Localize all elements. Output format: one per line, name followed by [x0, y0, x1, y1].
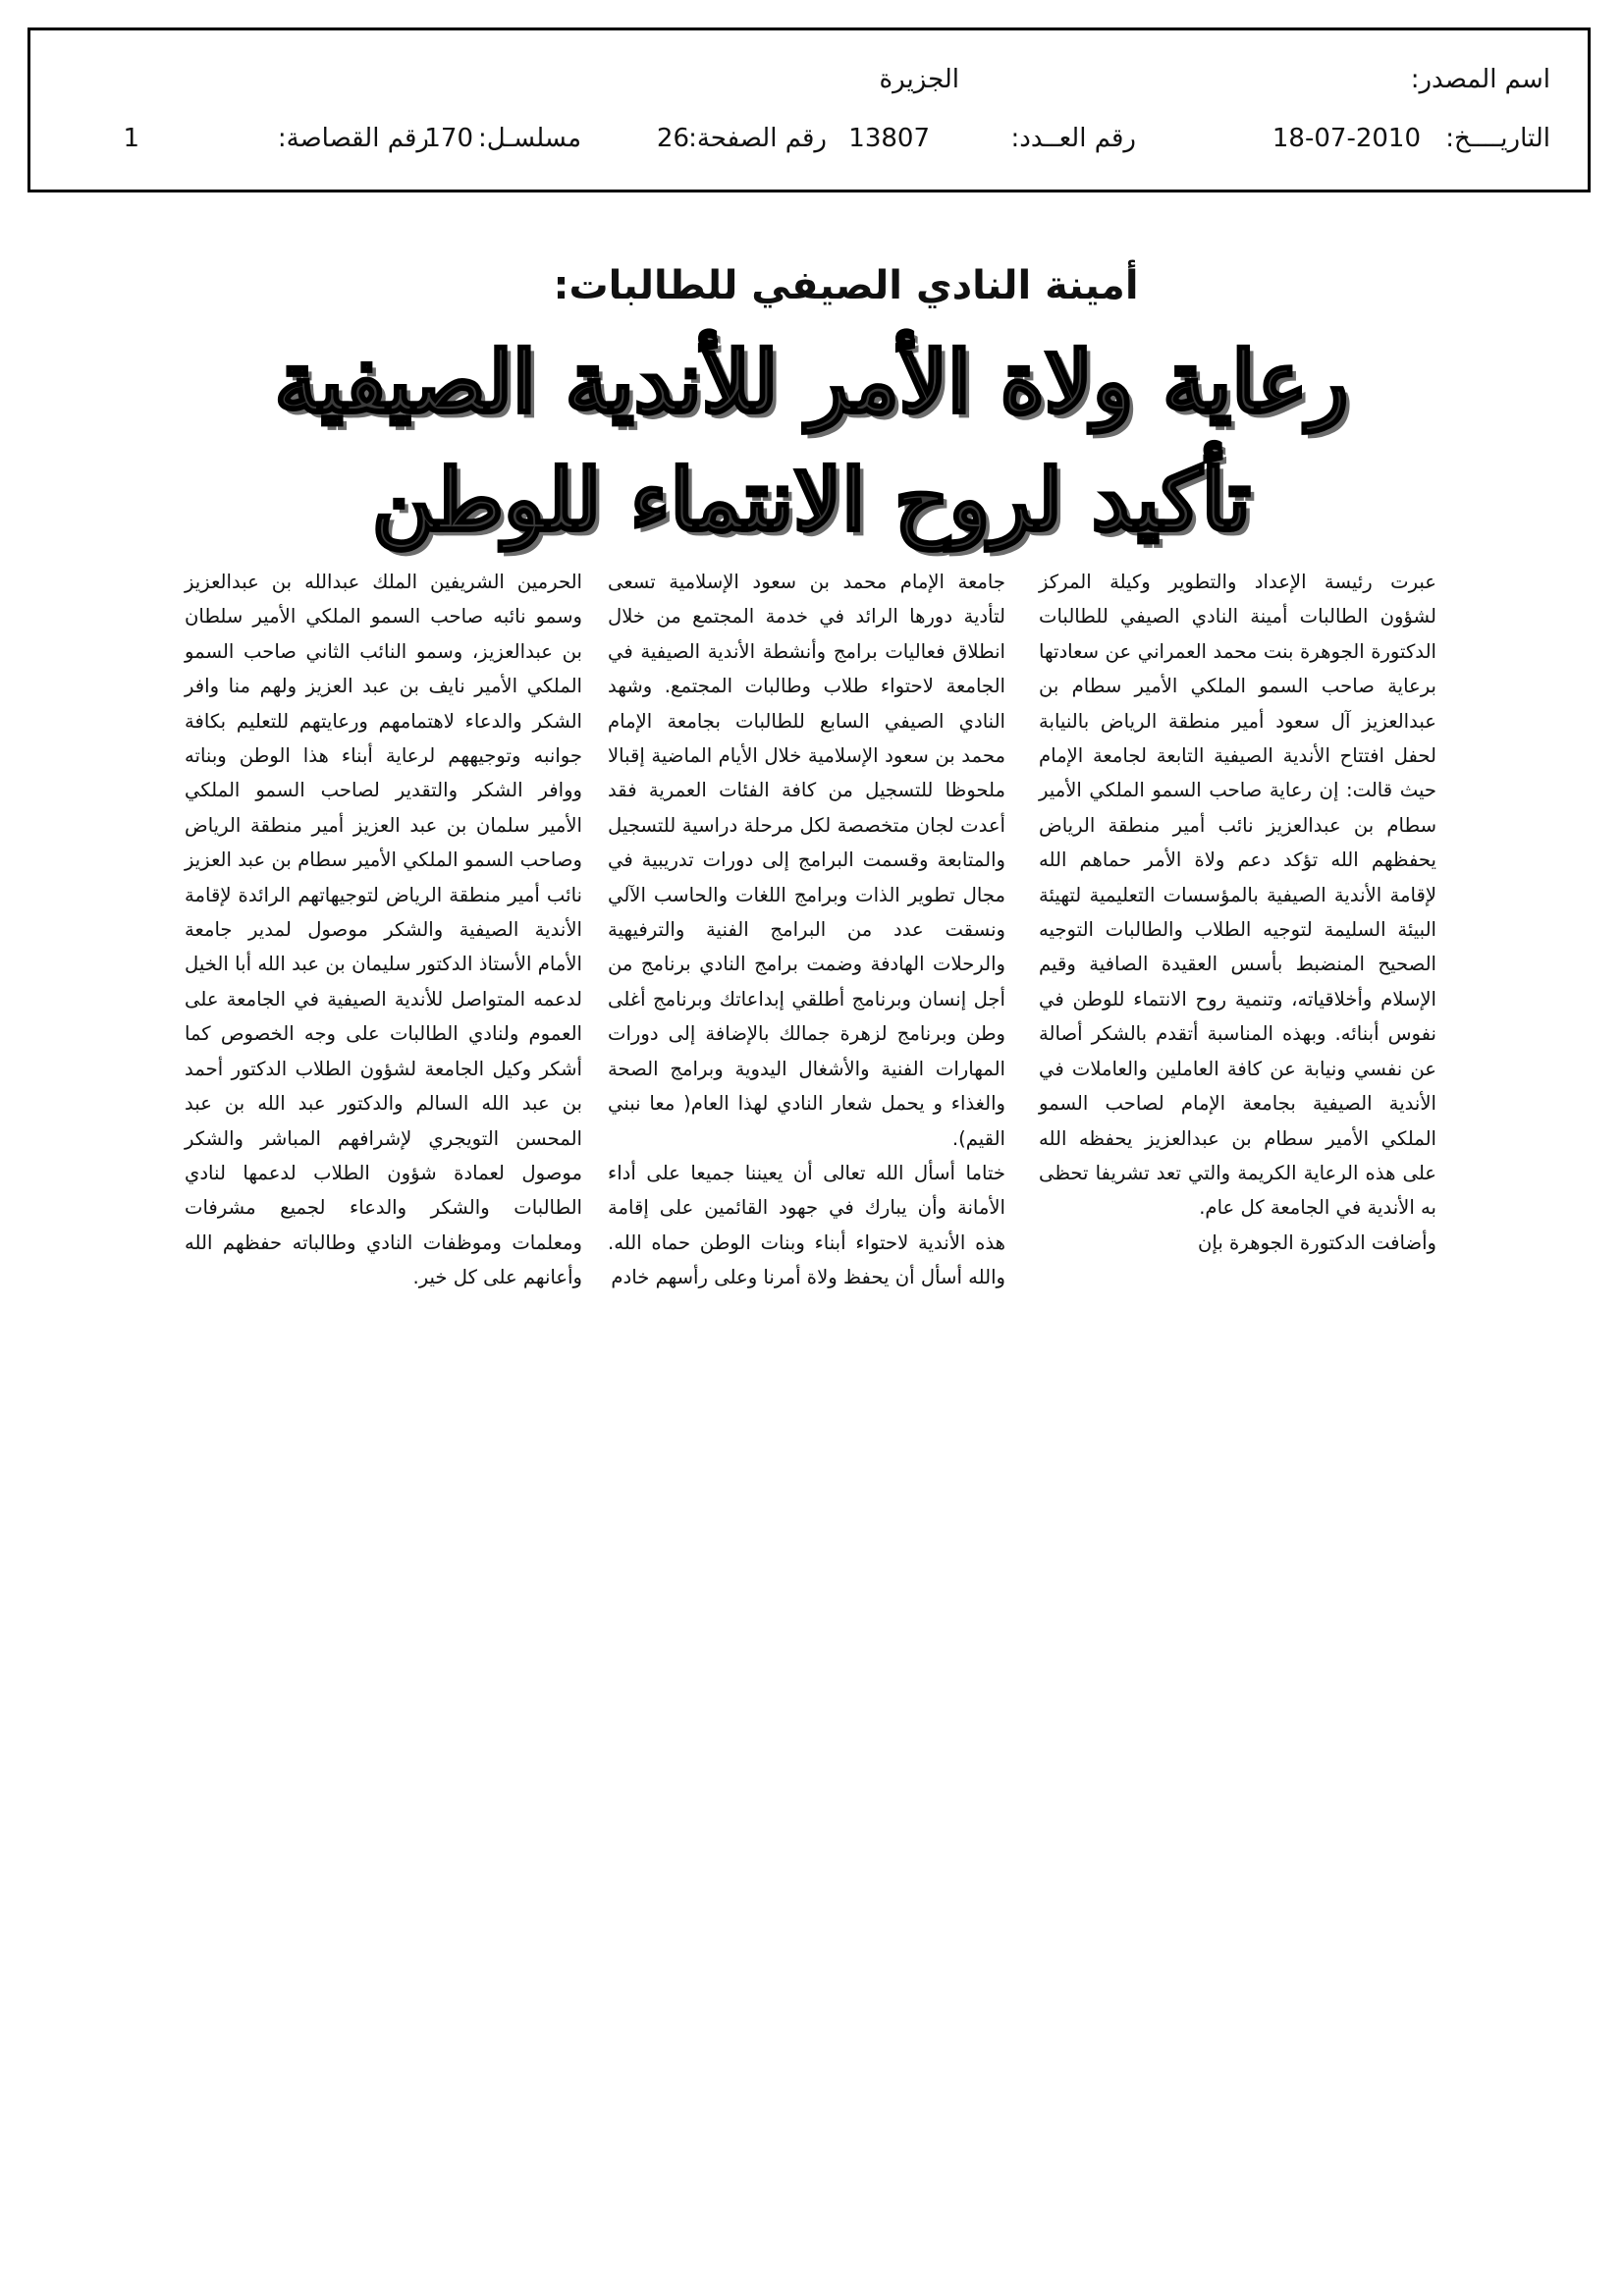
- headline-line-1: رعاية ولاة الأمر للأندية الصيفية: [274, 333, 1349, 432]
- serial-value: 170: [424, 124, 473, 153]
- headline-line-2: تأكيد لروح الانتماء للوطن: [372, 451, 1251, 550]
- article-column-right: [1039, 565, 1436, 1260]
- metadata-row-source: [30, 60, 1588, 99]
- metadata-row-details: [30, 119, 1588, 158]
- document-metadata-box: [27, 27, 1591, 192]
- serial-label: مسلسـل:: [478, 124, 581, 153]
- column-middle-paragraph-1: جامعة الإمام محمد بن سعود الإسلامية تسعى لتأدية دورها الرائد في خدمة المجتمع من خلال انطلاق فعاليات برامج وأنشطة الأندية الصيفية في الجامعة لاحتواء طلاب وطالبات المجتمع. وشهد النادي الصيفي السابع للطالبات بجامعة الإمام محمد بن سعود الإسلامية خلال الأيام الماضية إقبالا ملحوظا للتسجيل من كافة الفئات العمرية فقد أعدت لجان متخصصة لكل مرحلة دراسية للتسجيل والمتابعة وقسمت البرامج إلى دورات تدريبية في مجال تطوير الذات وبرامج اللغات والحاسب الآلي ونسقت عدد من البرامج الفنية والترفيهية والرحلات الهادفة وضمت برامج النادي برنامج من أجل إنسان وبرنامج أطلقي إبداعاتك وبرنامج أغلى وطن وبرنامج لزهرة جمالك بالإضافة إلى دورات المهارات الفنية والأشغال اليدوية وبرامج الصحة والغذاء و يحمل شعار النادي لهذا العام( معا نبني القيم).: [608, 571, 1005, 1150]
- issue-label: رقم العــدد:: [1010, 124, 1136, 153]
- issue-value: 13807: [848, 124, 930, 153]
- date-value: 18-07-2010: [1271, 124, 1421, 153]
- page-label: رقم الصفحة:: [688, 124, 827, 153]
- source-value: الجزيرة: [879, 65, 959, 94]
- column-right-paragraph-2: وأضافت الدكتورة الجوهرة بإن: [1198, 1230, 1436, 1254]
- article-kicker: [0, 263, 1623, 308]
- clip-label: رقم القصاصة:: [277, 124, 429, 153]
- column-left-paragraph-1: الحرمين الشريفين الملك عبدالله بن عبدالعزيز وسمو نائبه صاحب السمو الملكي الأمير سلطان بن عبدالعزيز، وسمو النائب الثاني صاحب السمو الملكي الأمير نايف بن عبد العزيز ولهم منا وافر الشكر والدعاء لاهتمامهم ورعايتهم للتعليم بكافة جوانبه وتوجيههم لرعاية أبناء هذا الوطن وبناته ووافر الشكر والتقدير لصاحب السمو الملكي الأمير سلمان بن عبد العزيز أمير منطقة الرياض وصاحب السمو الملكي الأمير سطام بن عبد العزيز نائب أمير منطقة الرياض لتوجيهاتهم الرائدة لإقامة الأندية الصيفية والشكر موصول لمدير جامعة الأمام الأستاذ الدكتور سليمان بن عبد الله أبا الخيل لدعمه المتواصل للأندية الصيفية في الجامعة على العموم ولنادي الطالبات على وجه الخصوص كما أشكر وكيل الجامعة لشؤون الطلاب الدكتور أحمد بن عبد الله السالم والدكتور عبد الله بن عبد المحسن التويجري لإشرافهم المباشر والشكر موصول لعمادة شؤون الطلاب لدعمها لنادي الطالبات والشكر والدعاء لجميع مشرفات ومعلمات وموظفات النادي وطالباته حفظهم الله وأعانهم على كل خير.: [185, 571, 582, 1289]
- clip-value: 1: [123, 124, 139, 153]
- page-value: 26: [656, 124, 689, 153]
- date-label: التاريــــخ:: [1445, 124, 1550, 153]
- column-middle-paragraph-2: ختاما أسأل الله تعالى أن يعيننا جميعا على أداء الأمانة وأن يبارك في جهود القائمين على إقامة هذه الأندية لاحتواء أبناء وبنات الوطن حماه الله. والله أسأل أن يحفظ ولاة أمرنا وعلى رأسهم خادم: [608, 1161, 1005, 1289]
- source-label: اسم المصدر:: [1410, 65, 1550, 94]
- article-column-left: [185, 565, 582, 1295]
- column-right-paragraph-1: عبرت رئيسة الإعداد والتطوير وكيلة المركز لشؤون الطالبات أمينة النادي الصيفي للطالبات الدكتورة الجوهرة بنت محمد العمراني عن سعادتها برعاية صاحب السمو الملكي الأمير سطام بن عبدالعزيز آل سعود أمير منطقة الرياض بالنيابة لحفل افتتاح الأندية الصيفية التابعة لجامعة الإمام حيث قالت: إن رعاية صاحب السمو الملكي الأمير سطام بن عبدالعزيز نائب أمير منطقة الرياض يحفظهم الله تؤكد دعم ولاة الأمر حماهم الله لإقامة الأندية الصيفية بالمؤسسات التعليمية لتهيئة البيئة السليمة لتوجيه الطلاب والطالبات التوجيه الصحيح المنضبط بأسس العقيدة الصافية وقيم الإسلام وأخلاقياته، وتنمية روح الانتماء للوطن في نفوس أبنائه. وبهذه المناسبة أتقدم بالشكر أصالة عن نفسي ونيابة عن كافة العاملين والعاملات في الأندية الصيفية بجامعة الإمام لصاحب السمو الملكي الأمير سطام بن عبدالعزيز يحفظه الله على هذه الرعاية الكريمة والتي تعد تشريفا تحظى به الأندية في الجامعة كل عام.: [1039, 571, 1436, 1220]
- kicker-text: أمينة النادي الصيفي للطالبات:: [553, 263, 1139, 308]
- article-column-middle: [608, 565, 1005, 1295]
